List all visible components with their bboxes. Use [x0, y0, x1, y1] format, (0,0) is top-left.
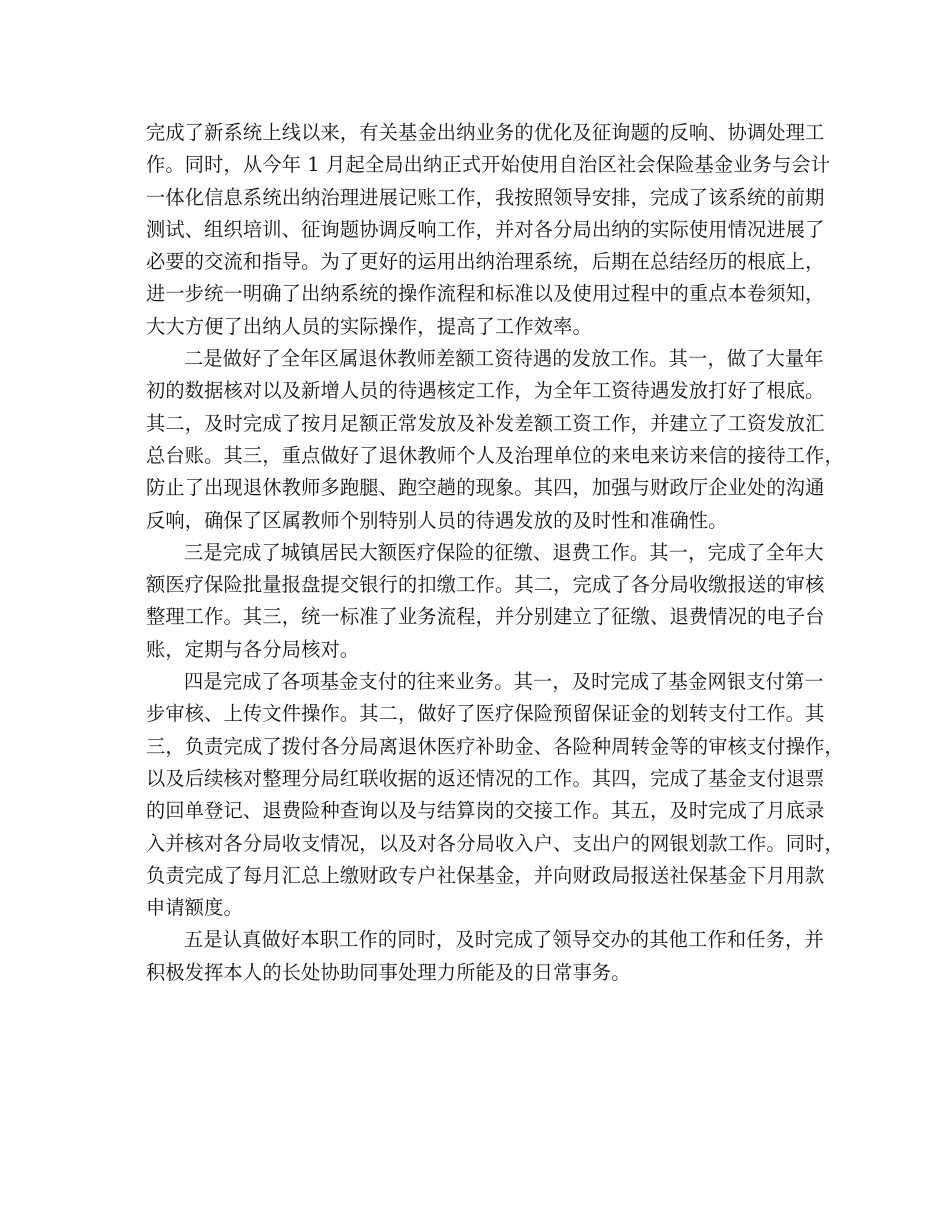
text-line: 防止了出现退休教师多跑腿、跑空趟的现象。其四，加强与财政厅企业处的沟通: [146, 476, 825, 500]
text-line: 初的数据核对以及新增人员的待遇核定工作，为全年工资待遇发放打好了根底。: [146, 379, 825, 403]
text-line: 五是认真做好本职工作的同时，及时完成了领导交办的其他工作和任务，并: [184, 928, 824, 952]
text-line: 三是完成了城镇居民大额医疗保险的征缴、退费工作。其一，完成了全年大: [184, 540, 824, 564]
text-line: 进一步统一明确了出纳系统的操作流程和标准以及使用过程中的重点本卷须知，: [146, 282, 825, 306]
document-body: [146, 117, 844, 989]
text-line: 以及后续核对整理分局红联收据的返还情况的工作。其四，完成了基金支付退票: [146, 766, 825, 790]
text-line: 额医疗保险批量报盘提交银行的扣缴工作。其二，完成了各分局收缴报送的审核: [146, 573, 825, 597]
text-line: 三，负责完成了拨付各分局离退休医疗补助金、各险种周转金等的审核支付操作，: [146, 734, 844, 758]
text-line: 作。同时，从今年 1 月起全局出纳正式开始使用自治区社会保险基金业务与会计: [146, 153, 831, 177]
text-line: 四是完成了各项基金支付的往来业务。其一，及时完成了基金网银支付第一: [184, 670, 824, 694]
text-line: 入并核对各分局收支情况，以及对各分局收入户、支出户的网银划款工作。同时，: [146, 831, 844, 855]
text-line: 账，定期与各分局核对。: [146, 637, 360, 661]
text-line: 必要的交流和指导。为了更好的运用出纳治理系统，后期在总结经历的根底上，: [146, 250, 825, 274]
text-line: 总台账。其三，重点做好了退休教师个人及治理单位的来电来访来信的接待工作，: [146, 443, 844, 467]
text-line: 积极发挥本人的长处协助同事处理力所能及的日常事务。: [146, 960, 631, 984]
text-line: 步审核、上传文件操作。其二，做好了医疗保险预留保证金的划转支付工作。其: [146, 702, 825, 726]
text-line: 一体化信息系统出纳治理进展记账工作，我按照领导安排，完成了该系统的前期: [146, 185, 825, 209]
text-line: 负责完成了每月汇总上缴财政专户社保基金，并向财政局报送社保基金下月用款: [146, 863, 825, 887]
text-line: 其二，及时完成了按月足额正常发放及补发差额工资工作，并建立了工资发放汇: [146, 411, 825, 435]
text-line: 完成了新系统上线以来，有关基金出纳业务的优化及征询题的反响、协调处理工: [146, 121, 825, 144]
text-line: 整理工作。其三，统一标准了业务流程，并分别建立了征缴、退费情况的电子台: [146, 605, 825, 629]
text-line: 的回单登记、退费险种查询以及与结算岗的交接工作。其五，及时完成了月底录: [146, 799, 825, 823]
text-line: 申请额度。: [146, 896, 243, 920]
text-line: 测试、组织培训、征询题协调反响工作，并对各分局出纳的实际使用情况进展了: [146, 217, 825, 241]
text-line: 反响，确保了区属教师个别特别人员的待遇发放的及时性和准确性。: [146, 508, 728, 532]
text-line: 二是做好了全年区属退休教师差额工资待遇的发放工作。其一，做了大量年: [184, 347, 824, 371]
text-line: 大大方便了出纳人员的实际操作，提高了工作效率。: [146, 314, 592, 338]
